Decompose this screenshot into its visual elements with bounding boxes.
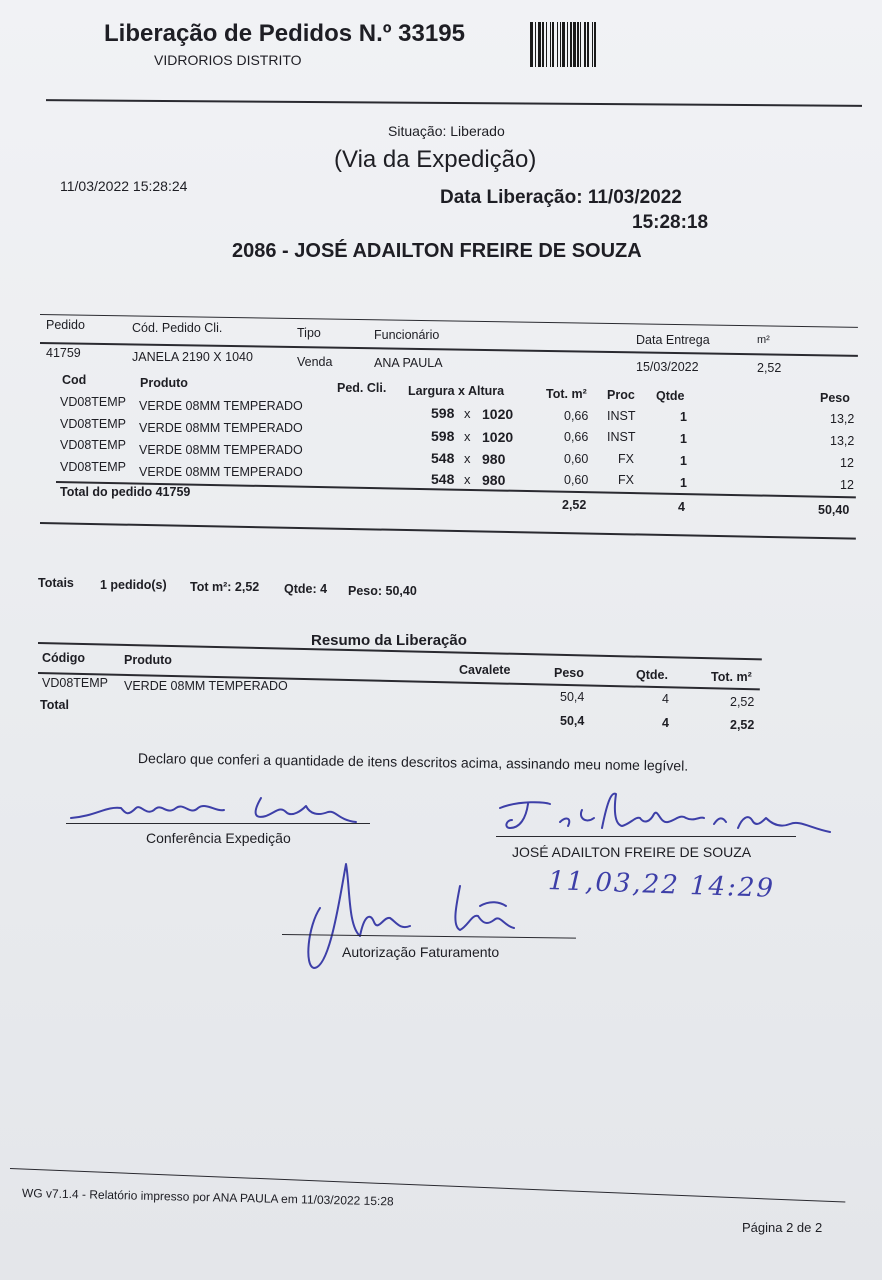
- value-data-entrega: 15/03/2022: [636, 360, 699, 374]
- item-proc: FX: [618, 473, 634, 487]
- item-tot-m2: 0,66: [564, 430, 589, 444]
- col-cod: Cod: [62, 373, 87, 387]
- label-funcionario: Funcionário: [374, 328, 440, 342]
- authorization-label: Autorização Faturamento: [342, 944, 500, 960]
- item-altura: 1020: [482, 406, 514, 422]
- item-produto: VERDE 08MM TEMPERADO: [139, 443, 303, 457]
- resumo-col-codigo: Código: [42, 651, 86, 665]
- item-qtde: 1: [680, 454, 687, 468]
- value-m2: 2,52: [757, 361, 782, 375]
- resumo-col-cavalete: Cavalete: [459, 663, 511, 677]
- company-name: VIDRORIOS DISTRITO: [154, 52, 302, 68]
- resumo-produto: VERDE 08MM TEMPERADO: [124, 679, 288, 693]
- col-tot-m2: Tot. m²: [546, 387, 587, 401]
- item-produto: VERDE 08MM TEMPERADO: [139, 399, 303, 413]
- col-ped-cli: Ped. Cli.: [337, 381, 387, 395]
- resumo-tot-m2: 2,52: [730, 695, 755, 709]
- item-largura: 548: [431, 471, 455, 487]
- situacao-label: Situação: Liberado: [388, 123, 505, 139]
- conference-signature: [66, 786, 366, 836]
- item-produto: VERDE 08MM TEMPERADO: [139, 421, 303, 435]
- item-peso: 12: [840, 478, 854, 492]
- item-tot-m2: 0,60: [564, 452, 589, 466]
- resumo-title: Resumo da Liberação: [311, 632, 467, 649]
- label-m2: m²: [757, 334, 770, 346]
- resumo-total-label: Total: [40, 698, 69, 712]
- barcode: [530, 22, 672, 67]
- item-cod: VD08TEMP: [60, 417, 126, 431]
- value-funcionario: ANA PAULA: [374, 356, 443, 370]
- data-liberacao: Data Liberação: 11/03/2022: [440, 187, 682, 208]
- conference-signature-line: [66, 823, 370, 824]
- totais-pedidos: 1 pedido(s): [100, 578, 167, 592]
- label-tipo: Tipo: [297, 326, 321, 340]
- client-name: 2086 - JOSÉ ADAILTON FREIRE DE SOUZA: [232, 240, 642, 262]
- value-pedido: 41759: [46, 346, 81, 360]
- order-total-peso: 50,40: [818, 503, 850, 517]
- item-altura: 980: [482, 451, 506, 467]
- item-proc: INST: [607, 430, 636, 444]
- handwritten-date: 11,03,22 14:29: [547, 866, 776, 904]
- totais-label: Totais: [38, 576, 74, 590]
- via-label: (Via da Expedição): [334, 146, 537, 173]
- footer-report: WG v7.1.4 - Relatório impresso por ANA PAULA em 11/03/2022 15:28: [21, 1186, 394, 1209]
- print-timestamp: 11/03/2022 15:28:24: [60, 178, 188, 194]
- label-cod-pedido-cli: Cód. Pedido Cli.: [132, 321, 223, 335]
- footer-page-number: Página 2 de 2: [742, 1220, 823, 1235]
- item-x: x: [464, 451, 471, 466]
- header-rule: [46, 99, 862, 107]
- totais-m2: Tot m²: 2,52: [190, 580, 260, 594]
- item-altura: 980: [482, 472, 506, 488]
- item-proc: FX: [618, 452, 634, 466]
- resumo-col-qtde: Qtde.: [636, 668, 668, 682]
- barcode-gap: [596, 22, 598, 67]
- item-peso: 12: [840, 456, 854, 470]
- item-largura: 598: [431, 405, 455, 421]
- col-largura-altura: Largura x Altura: [408, 384, 505, 398]
- declaration-text: Declaro que conferi a quantidade de itens descritos acima, assinando meu nome legível.: [137, 750, 689, 774]
- item-x: x: [464, 406, 471, 421]
- value-cod-pedido-cli: JANELA 2190 X 1040: [132, 350, 253, 364]
- item-cod: VD08TEMP: [60, 395, 126, 409]
- order-bottom-rule: [40, 522, 856, 540]
- col-produto: Produto: [140, 376, 188, 390]
- item-qtde: 1: [680, 476, 687, 490]
- value-tipo: Venda: [297, 355, 333, 369]
- resumo-total-peso: 50,4: [560, 714, 585, 728]
- item-cod: VD08TEMP: [60, 460, 126, 474]
- col-proc: Proc: [607, 388, 635, 402]
- item-qtde: 1: [680, 410, 687, 424]
- order-total-m2: 2,52: [562, 498, 587, 512]
- order-total-qtde: 4: [678, 500, 685, 514]
- resumo-peso: 50,4: [560, 690, 585, 704]
- hora-liberacao: 15:28:18: [632, 212, 709, 233]
- conference-label: Conferência Expedição: [146, 830, 291, 846]
- document-title: Liberação de Pedidos N.º 33195: [104, 20, 465, 47]
- totais-qtde: Qtde: 4: [284, 582, 328, 596]
- item-tot-m2: 0,66: [564, 409, 589, 423]
- item-proc: INST: [607, 409, 636, 423]
- client-signature-line: [496, 836, 796, 837]
- order-total-label: Total do pedido 41759: [60, 485, 191, 499]
- totais-peso: Peso: 50,40: [348, 584, 417, 598]
- item-peso: 13,2: [830, 434, 855, 448]
- item-largura: 598: [431, 428, 455, 444]
- resumo-qtde: 4: [662, 692, 669, 706]
- item-produto: VERDE 08MM TEMPERADO: [139, 465, 303, 479]
- resumo-col-produto: Produto: [124, 653, 172, 667]
- item-cod: VD08TEMP: [60, 438, 126, 452]
- client-signature-label: JOSÉ ADAILTON FREIRE DE SOUZA: [512, 844, 752, 860]
- resumo-col-tot-m2: Tot. m²: [711, 670, 752, 684]
- resumo-total-qtde: 4: [662, 716, 669, 730]
- item-x: x: [464, 429, 471, 444]
- item-qtde: 1: [680, 432, 687, 446]
- resumo-codigo: VD08TEMP: [42, 676, 108, 690]
- resumo-total-tot-m2: 2,52: [730, 718, 755, 732]
- label-pedido: Pedido: [46, 318, 85, 332]
- col-qtde: Qtde: [656, 389, 685, 403]
- item-x: x: [464, 472, 471, 487]
- item-peso: 13,2: [830, 412, 855, 426]
- item-largura: 548: [431, 450, 455, 466]
- label-data-entrega: Data Entrega: [636, 333, 710, 347]
- col-peso: Peso: [820, 391, 850, 405]
- resumo-col-peso: Peso: [554, 666, 584, 680]
- item-altura: 1020: [482, 429, 514, 445]
- item-tot-m2: 0,60: [564, 473, 589, 487]
